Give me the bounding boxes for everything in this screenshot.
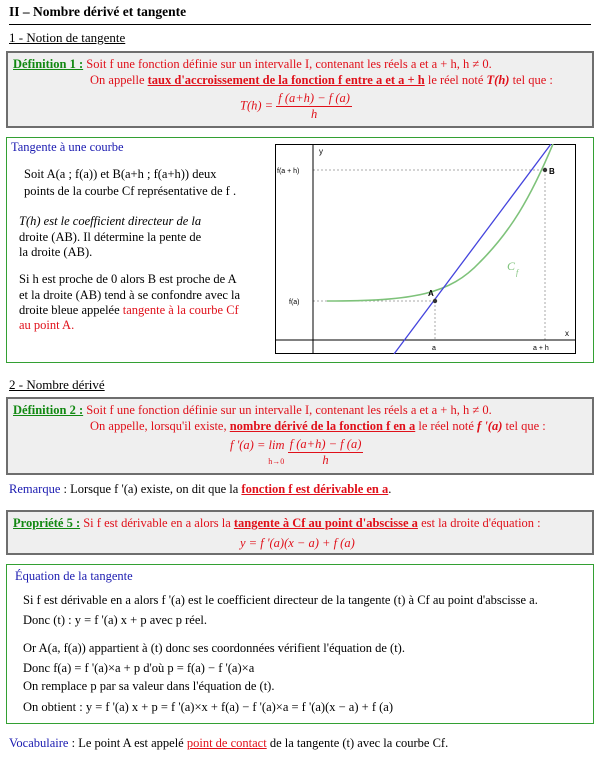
definition-2-line2-end: tel que : <box>502 419 546 433</box>
formula-1-lhs: T(h) = <box>240 98 274 113</box>
vocabulary-label: Vocabulaire <box>9 736 69 750</box>
definition-1-line2-pre: On appelle <box>90 73 148 87</box>
definition-1-term: taux d'accroissement de la fonction f entre a et a + h <box>147 73 425 87</box>
formula-2-denominator: h <box>322 453 329 467</box>
title-underline <box>9 24 591 25</box>
definition-2-term: nombre dérivé de la fonction f en a <box>229 419 416 433</box>
definition-1-box <box>6 51 594 128</box>
vocabulary-text: : Le point A est appelé <box>68 736 187 750</box>
remark-text: : Lorsque f '(a) existe, on dit que la <box>60 482 242 496</box>
label-ah: a + h <box>533 345 549 352</box>
vocabulary <box>9 736 448 751</box>
graph-frame <box>276 145 576 354</box>
definition-2-line2-post: le réel noté <box>415 419 478 433</box>
equation-line-5: On remplace p par sa valeur dans l'équation de (t). <box>23 679 275 693</box>
point-a-label: A <box>428 289 434 298</box>
property-5-term: tangente à Cf au point d'abscisse a <box>233 516 418 530</box>
point-b-marker <box>543 168 547 172</box>
tangent-p2-line2: droite (AB). Il détermine la pente de <box>19 230 202 244</box>
tangent-p2-line1: T(h) est le coefficient directeur de la <box>19 214 202 228</box>
section-title: II – Nombre dérivé et tangente <box>9 4 187 19</box>
tangent-term: tangente à la courbe Cf <box>122 303 239 317</box>
tangent-box-title: Tangente à une courbe <box>11 140 124 154</box>
tangent-graph <box>275 144 576 354</box>
curve-label: C <box>507 259 516 273</box>
remark-label: Remarque <box>9 482 61 496</box>
equation-line-4: Donc f(a) = f '(a)×a + p d'où p = f(a) − f '(a)×a <box>23 661 255 675</box>
formula-2-lhs: f '(a) = lim <box>230 437 285 452</box>
definition-2-line1: Soit f une fonction définie sur un intervalle I, contenant les réels a et a + h, h ≠ 0. <box>86 403 492 417</box>
subsection-title-2: 2 - Nombre dérivé <box>9 377 105 392</box>
equation-line-1: Si f est dérivable en a alors f '(a) est le coefficient directeur de la tangente (t) à Cf au point d'abscisse a. <box>23 593 538 607</box>
point-b-label: B <box>549 167 555 176</box>
formula-2-limit: h→0 <box>268 456 285 466</box>
x-axis-label: x <box>565 329 569 338</box>
tangent-p1-line1: Soit A(a ; f(a)) et B(a+h ; f(a+h)) deux <box>24 167 217 181</box>
definition-1-line2-post: le réel noté <box>424 73 487 87</box>
tangent-box <box>6 137 594 363</box>
equation-line-6: On obtient : y = f '(a) x + p = f '(a)×x + f(a) − f '(a)×a = f '(a)(x − a) + f (a) <box>23 700 393 714</box>
tangent-p1-line2: points de la courbe Cf représentative de f . <box>24 184 237 198</box>
remark <box>9 482 391 497</box>
y-axis-label: y <box>319 147 323 156</box>
property-5-label: Propriété 5 : <box>13 516 81 530</box>
remark-term: fonction f est dérivable en a <box>241 482 389 496</box>
tangent-p3-line2: et la droite (AB) tend à se confondre avec la <box>19 288 241 302</box>
label-fa: f(a) <box>289 299 300 306</box>
formula-1-denominator: h <box>310 107 318 121</box>
equation-box <box>6 564 594 724</box>
definition-2-fprime: f '(a) <box>477 419 503 433</box>
tangent-p2-line3: la droite (AB). <box>19 245 93 259</box>
property-5-end: est la droite d'équation : <box>417 516 541 530</box>
label-a: a <box>432 345 436 352</box>
property-5-box <box>6 510 594 555</box>
vocabulary-term: point de contact <box>186 736 267 750</box>
definition-2-label: Définition 2 : <box>13 403 84 417</box>
equation-box-title: Équation de la tangente <box>15 569 133 583</box>
definition-1-line1: Soit f une fonction définie sur un intervalle I, contenant les réels a et a + h, h ≠ 0. <box>86 57 492 71</box>
equation-line-3: Or A(a, f(a)) appartient à (t) donc ses coordonnées vérifient l'équation de (t). <box>23 641 405 655</box>
definition-2-box <box>6 397 594 475</box>
definition-2-line2-pre: On appelle, lorsqu'il existe, <box>90 419 230 433</box>
label-fah: f(a + h) <box>277 168 300 175</box>
tangent-p3-line1: Si h est proche de 0 alors B est proche de A <box>19 272 237 286</box>
vocabulary-end: de la tangente (t) avec la courbe Cf. <box>266 736 449 750</box>
tangent-term-end: au point A. <box>19 318 75 332</box>
point-a-marker <box>433 299 437 303</box>
subsection-title-1: 1 - Notion de tangente <box>9 30 126 45</box>
definition-1-T: T(h) <box>486 73 510 87</box>
formula-2-numerator: f (a+h) − f (a) <box>289 437 362 451</box>
definition-1-label: Définition 1 : <box>13 57 84 71</box>
curve-label-sub: f <box>516 268 519 277</box>
remark-end: . <box>388 482 392 496</box>
definition-1-formula <box>240 91 352 122</box>
definition-2-formula <box>230 437 363 468</box>
property-5-text: Si f est dérivable en a alors la <box>80 516 234 530</box>
equation-line-2: Donc (t) : y = f '(a) x + p avec p réel. <box>23 613 207 627</box>
property-5-formula: y = f '(a)(x − a) + f (a) <box>240 536 355 550</box>
tangent-p3-line3-pre: droite bleue appelée <box>19 303 123 317</box>
definition-1-line2-end: tel que : <box>509 73 553 87</box>
formula-1-numerator: f (a+h) − f (a) <box>278 91 350 105</box>
